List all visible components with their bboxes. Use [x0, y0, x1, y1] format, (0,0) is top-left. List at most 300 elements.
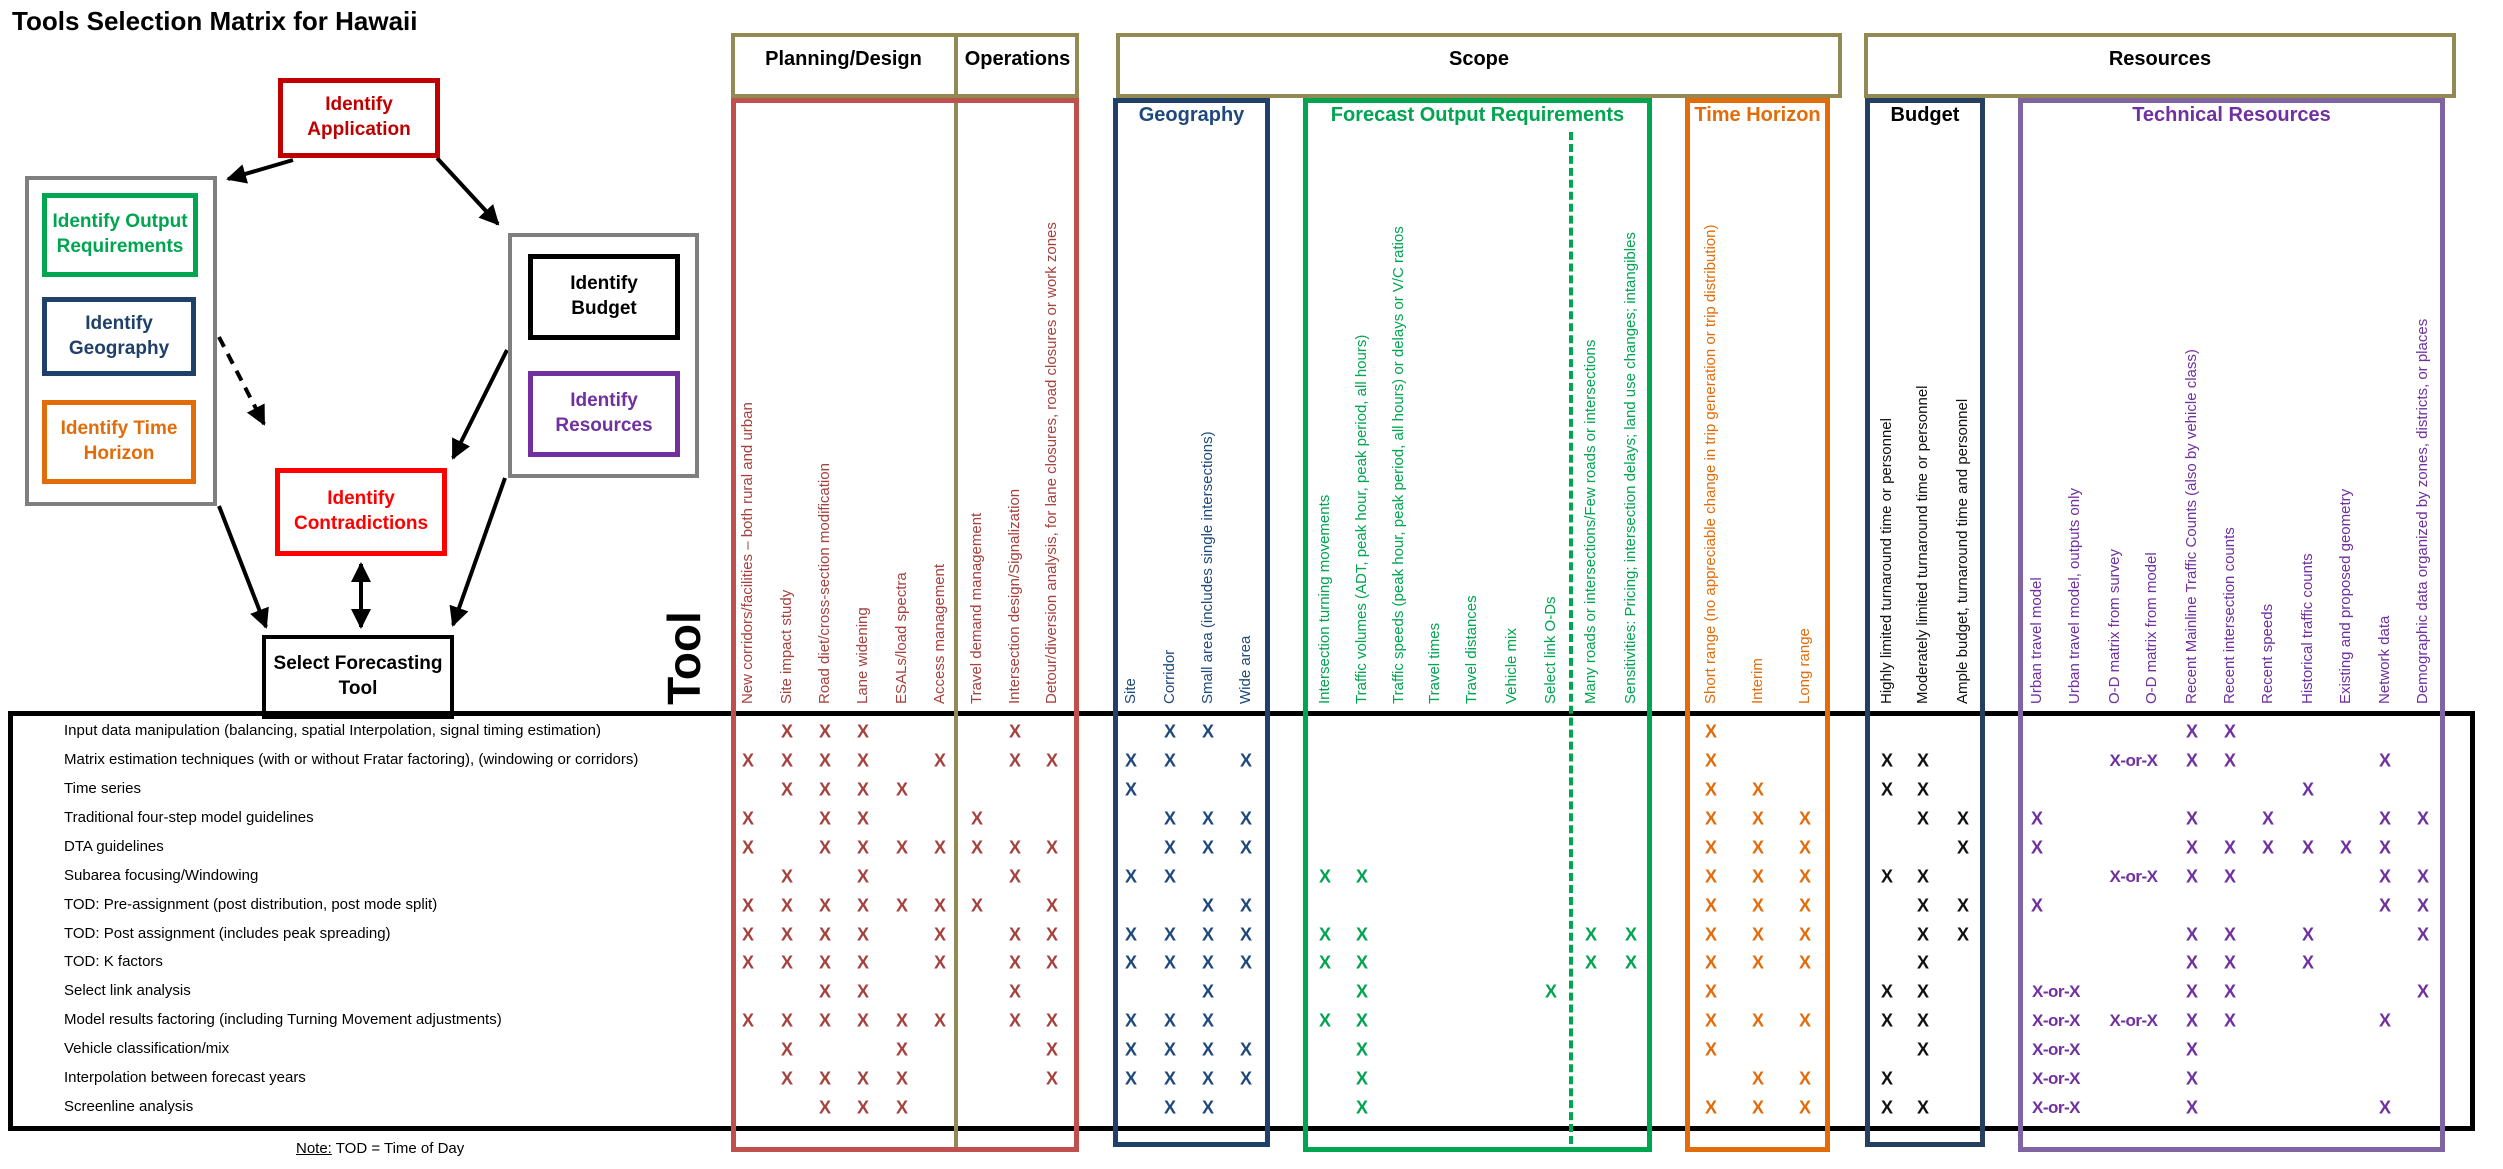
flowchart-node-identify-contradictions: Identify Contradictions	[275, 468, 447, 556]
matrix-mark: X	[1751, 808, 1765, 829]
matrix-mark: X	[2301, 837, 2315, 858]
matrix-mark: X	[818, 924, 832, 944]
matrix-mark: X	[1956, 837, 1970, 858]
matrix-mark: X	[1239, 808, 1253, 829]
matrix-mark: X	[895, 837, 909, 858]
matrix-mark: X	[1239, 895, 1253, 916]
column-label: O-D matrix from survey	[2106, 548, 2123, 704]
matrix-mark: X	[895, 1010, 909, 1031]
matrix-mark: X	[856, 952, 870, 973]
matrix-mark: X	[1201, 1010, 1215, 1031]
matrix-mark: X	[1956, 924, 1970, 944]
matrix-mark: X	[1318, 924, 1332, 944]
column-label: Moderately limited turnaround time or personnel	[1914, 385, 1931, 704]
matrix-mark: X	[741, 952, 755, 973]
matrix-xor-mark: X-or-X	[2109, 866, 2158, 886]
row-label: Time series	[64, 779, 141, 797]
matrix-mark: X	[2185, 981, 2199, 1002]
tool-axis-label-text: Tool	[657, 610, 710, 705]
matrix-mark: X	[895, 779, 909, 800]
matrix-mark: X	[970, 895, 984, 916]
matrix-mark: X	[1008, 837, 1022, 858]
matrix-mark: X	[1163, 1039, 1177, 1060]
matrix-mark: X	[1201, 721, 1215, 742]
header-scope: Scope	[1448, 48, 1510, 70]
matrix-mark: X	[1239, 1039, 1253, 1060]
matrix-mark: X	[1751, 837, 1765, 858]
matrix-mark: X	[970, 837, 984, 858]
matrix-mark: X	[856, 895, 870, 916]
matrix-mark: X	[1239, 750, 1253, 771]
matrix-mark: X	[1584, 924, 1598, 944]
column-label: Site impact study	[778, 589, 795, 704]
matrix-xor-mark: X-or-X	[2032, 1069, 2080, 1089]
matrix-mark: X	[1045, 952, 1059, 973]
matrix-mark: X	[1201, 1097, 1215, 1118]
matrix-mark: X	[818, 779, 832, 800]
matrix-mark: X	[2416, 981, 2430, 1002]
matrix-mark: X	[2339, 837, 2353, 858]
matrix-xor-mark: X-or-X	[2109, 1011, 2158, 1031]
matrix-mark: X	[818, 750, 832, 771]
matrix-mark: X	[780, 1068, 794, 1089]
matrix-mark: X	[1045, 837, 1059, 858]
matrix-mark: X	[1916, 750, 1930, 771]
matrix-mark: X	[1045, 1010, 1059, 1031]
matrix-xor-mark: X-or-X	[2032, 1040, 2080, 1060]
matrix-mark: X	[2185, 866, 2199, 887]
matrix-mark: X	[856, 866, 870, 887]
matrix-mark: X	[1355, 981, 1369, 1002]
row-label: Select link analysis	[64, 982, 191, 1000]
matrix-mark: X	[818, 1068, 832, 1089]
matrix-mark: X	[1916, 924, 1930, 944]
matrix-mark: X	[2416, 866, 2430, 887]
matrix-mark: X	[1239, 924, 1253, 944]
matrix-mark: X	[1751, 1010, 1765, 1031]
matrix-mark: X	[1880, 866, 1894, 887]
column-label: Ample budget, turnaround time and personnel	[1954, 398, 1971, 704]
matrix-mark: X	[1239, 1068, 1253, 1089]
matrix-mark: X	[1798, 895, 1812, 916]
matrix-mark: X	[1124, 1039, 1138, 1060]
column-label: New corridors/facilities – both rural and urban	[739, 402, 756, 704]
matrix-mark: X	[1124, 779, 1138, 800]
matrix-mark: X	[1751, 1097, 1765, 1118]
matrix-mark: X	[1318, 866, 1332, 887]
matrix-mark: X	[1880, 1010, 1894, 1031]
matrix-mark: X	[818, 1010, 832, 1031]
matrix-mark: X	[2223, 1010, 2237, 1031]
column-label: Travel times	[1426, 622, 1443, 704]
column-label: Recent intersection counts	[2221, 527, 2238, 704]
flowchart-node-identify-output-requirements: Identify Output Requirements	[42, 193, 198, 277]
flowchart-node-identify-resources: Identify Resources	[528, 371, 680, 457]
column-label: Interim	[1749, 658, 1766, 704]
matrix-mark: X	[1751, 924, 1765, 944]
matrix-mark: X	[1956, 808, 1970, 829]
header-budget: Budget	[1890, 104, 1960, 126]
matrix-mark: X	[1751, 1068, 1765, 1089]
matrix-mark: X	[818, 1097, 832, 1118]
matrix-mark: X	[1008, 866, 1022, 887]
matrix-mark: X	[2416, 924, 2430, 944]
matrix-mark: X	[856, 1010, 870, 1031]
column-label: Urban travel model	[2028, 577, 2045, 704]
matrix-mark: X	[895, 1039, 909, 1060]
matrix-mark: X	[856, 1068, 870, 1089]
matrix-mark: X	[856, 808, 870, 829]
matrix-mark: X	[856, 837, 870, 858]
matrix-mark: X	[780, 721, 794, 742]
matrix-mark: X	[1163, 837, 1177, 858]
row-label: TOD: Post assignment (includes peak spreading)	[64, 924, 391, 942]
matrix-mark: X	[1201, 1039, 1215, 1060]
flowchart-node-identify-budget: Identify Budget	[528, 254, 680, 340]
matrix-mark: X	[1704, 981, 1718, 1002]
matrix-mark: X	[741, 808, 755, 829]
matrix-mark: X	[2261, 808, 2275, 829]
matrix-mark: X	[2378, 1097, 2392, 1118]
matrix-mark: X	[1355, 1097, 1369, 1118]
matrix-mark: X	[818, 895, 832, 916]
forecast-dashed-divider	[1569, 132, 1573, 1144]
matrix-mark: X	[1239, 952, 1253, 973]
row-label: Matrix estimation techniques (with or without Fratar factoring), (windowing or corridors)	[64, 750, 639, 768]
matrix-mark: X	[1704, 895, 1718, 916]
matrix-xor-mark: X-or-X	[2032, 1011, 2080, 1031]
matrix-mark: X	[1355, 924, 1369, 944]
matrix-mark: X	[1798, 808, 1812, 829]
matrix-mark: X	[1880, 779, 1894, 800]
column-label: Urban travel model, outputs only	[2066, 488, 2083, 704]
matrix-mark: X	[933, 952, 947, 973]
matrix-mark: X	[2185, 952, 2199, 973]
matrix-mark: X	[1201, 808, 1215, 829]
header-time-horizon: Time Horizon	[1694, 104, 1821, 126]
matrix-mark: X	[1045, 1068, 1059, 1089]
matrix-mark: X	[1704, 837, 1718, 858]
flowchart-node-identify-time-horizon: Identify Time Horizon	[42, 400, 196, 484]
column-label: Sensitivities: Pricing; intersection delays; land use changes; intangibles	[1622, 232, 1639, 704]
page-title: Tools Selection Matrix for Hawaii	[12, 6, 418, 36]
matrix-mark: X	[2030, 895, 2044, 916]
column-label: Many roads or intersections/Few roads or intersections	[1582, 339, 1599, 704]
matrix-mark: X	[1045, 1039, 1059, 1060]
matrix-mark: X	[1798, 1010, 1812, 1031]
row-label: Screenline analysis	[64, 1098, 194, 1116]
matrix-mark: X	[1704, 952, 1718, 973]
matrix-mark: X	[1916, 895, 1930, 916]
matrix-mark: X	[741, 750, 755, 771]
matrix-mark: X	[2185, 837, 2199, 858]
matrix-mark: X	[1045, 750, 1059, 771]
matrix-mark: X	[1355, 1010, 1369, 1031]
matrix-mark: X	[2030, 808, 2044, 829]
column-label: Demographic data organized by zones, districts, or places	[2414, 318, 2431, 704]
matrix-mark: X	[780, 924, 794, 944]
matrix-mark: X	[970, 808, 984, 829]
matrix-mark: X	[1355, 1068, 1369, 1089]
matrix-mark: X	[1355, 866, 1369, 887]
matrix-mark: X	[1008, 924, 1022, 944]
matrix-mark: X	[1355, 952, 1369, 973]
column-label: Select link O-Ds	[1542, 596, 1559, 704]
matrix-mark: X	[1751, 779, 1765, 800]
matrix-mark: X	[1704, 808, 1718, 829]
row-label: TOD: Pre-assignment (post distribution, post mode split)	[64, 895, 438, 913]
matrix-mark: X	[933, 1010, 947, 1031]
matrix-mark: X	[1956, 895, 1970, 916]
matrix-mark: X	[933, 924, 947, 944]
header-forecast-output-requirements: Forecast Output Requirements	[1330, 104, 1625, 126]
header-technical-resources: Technical Resources	[2132, 104, 2331, 126]
matrix-mark: X	[2416, 808, 2430, 829]
column-label: Historical traffic counts	[2299, 553, 2316, 704]
matrix-mark: X	[856, 924, 870, 944]
matrix-mark: X	[1045, 924, 1059, 944]
matrix-mark: X	[2185, 1068, 2199, 1089]
arrow-application-to-left-group	[228, 160, 293, 179]
matrix-mark: X	[1124, 1010, 1138, 1031]
header-planning-design: Planning/Design	[765, 48, 922, 70]
matrix-mark: X	[780, 952, 794, 973]
matrix-mark: X	[2223, 952, 2237, 973]
matrix-xor-mark: X-or-X	[2032, 982, 2080, 1002]
column-label: Intersection design/Signalization	[1006, 488, 1023, 704]
matrix-mark: X	[2185, 1097, 2199, 1118]
header-resources: Resources	[2108, 48, 2212, 70]
matrix-mark: X	[1880, 750, 1894, 771]
matrix-mark: X	[780, 1039, 794, 1060]
arrow-dashed-left-to-contradictions	[219, 337, 264, 424]
matrix-xor-mark: X-or-X	[2032, 1098, 2080, 1118]
column-label: Detour/diversion analysis, for lane closures, road closures or work zones	[1043, 222, 1060, 704]
matrix-mark: X	[818, 837, 832, 858]
matrix-mark: X	[1201, 895, 1215, 916]
matrix-mark: X	[780, 1010, 794, 1031]
matrix-mark: X	[1201, 924, 1215, 944]
column-label: Short range (no appreciable change in trip generation or trip distribution)	[1702, 224, 1719, 704]
matrix-mark: X	[1355, 1039, 1369, 1060]
row-label: Vehicle classification/mix	[64, 1040, 230, 1058]
flowchart-node-select-forecasting-tool: Select Forecasting Tool	[262, 635, 454, 719]
matrix-mark: X	[741, 924, 755, 944]
matrix-mark: X	[1798, 837, 1812, 858]
matrix-mark: X	[2185, 750, 2199, 771]
matrix-mark: X	[1124, 924, 1138, 944]
matrix-mark: X	[1008, 721, 1022, 742]
matrix-xor-mark: X-or-X	[2109, 750, 2158, 770]
matrix-mark: X	[856, 1097, 870, 1118]
flowchart-node-identify-application: Identify Application	[278, 78, 440, 158]
column-label: O-D matrix from model	[2143, 552, 2160, 704]
matrix-mark: X	[1124, 1068, 1138, 1089]
matrix-mark: X	[1239, 837, 1253, 858]
arrow-right-group-to-select	[453, 478, 505, 625]
matrix-mark: X	[2185, 924, 2199, 944]
column-label: Intersection turning movements	[1316, 494, 1333, 704]
matrix-mark: X	[2301, 779, 2315, 800]
matrix-mark: X	[1704, 1097, 1718, 1118]
matrix-mark: X	[1624, 924, 1638, 944]
column-label: Traffic volumes (ADT, peak hour, peak period, all hours)	[1353, 334, 1370, 704]
matrix-mark: X	[2301, 924, 2315, 944]
matrix-mark: X	[1916, 981, 1930, 1002]
matrix-mark: X	[1704, 1010, 1718, 1031]
matrix-mark: X	[933, 895, 947, 916]
header-geography: Geography	[1138, 104, 1245, 126]
matrix-mark: X	[1704, 721, 1718, 742]
matrix-mark: X	[1916, 779, 1930, 800]
matrix-mark: X	[933, 837, 947, 858]
matrix-mark: X	[2223, 866, 2237, 887]
matrix-mark: X	[2223, 924, 2237, 944]
matrix-mark: X	[895, 1097, 909, 1118]
matrix-mark: X	[895, 1068, 909, 1089]
column-label: Network data	[2376, 615, 2393, 704]
row-label: Subarea focusing/Windowing	[64, 866, 259, 884]
note	[296, 1140, 464, 1157]
matrix-mark: X	[1124, 952, 1138, 973]
arrow-left-group-to-select	[219, 506, 266, 627]
matrix-mark: X	[2185, 808, 2199, 829]
matrix-mark: X	[1163, 866, 1177, 887]
column-label: Small area (includes single intersections)	[1199, 431, 1216, 704]
matrix-mark: X	[1751, 952, 1765, 973]
matrix-mark: X	[741, 895, 755, 916]
matrix-mark: X	[1916, 808, 1930, 829]
matrix-mark: X	[1880, 1097, 1894, 1118]
row-label: Traditional four-step model guidelines	[64, 808, 314, 826]
column-label: Road diet/cross-section modification	[816, 463, 833, 704]
matrix-mark: X	[1798, 1068, 1812, 1089]
matrix-mark: X	[1751, 866, 1765, 887]
matrix-mark: X	[856, 721, 870, 742]
matrix-mark: X	[1798, 952, 1812, 973]
matrix-mark: X	[933, 750, 947, 771]
matrix-mark: X	[1624, 952, 1638, 973]
column-label: Recent Mainline Traffic Counts (also by vehicle class)	[2183, 349, 2200, 704]
matrix-mark: X	[2261, 837, 2275, 858]
matrix-mark: X	[818, 721, 832, 742]
column-label: Site	[1122, 678, 1139, 704]
matrix-mark: X	[1916, 1039, 1930, 1060]
matrix-mark: X	[2416, 895, 2430, 916]
matrix-mark: X	[1916, 952, 1930, 973]
matrix-mark: X	[818, 808, 832, 829]
matrix-mark: X	[2030, 837, 2044, 858]
arrow-application-to-right-group	[437, 158, 498, 224]
matrix-mark: X	[1201, 981, 1215, 1002]
row-label: DTA guidelines	[64, 837, 164, 855]
matrix-mark: X	[2378, 808, 2392, 829]
row-label: TOD: K factors	[64, 953, 163, 971]
matrix-mark: X	[2378, 837, 2392, 858]
matrix-mark: X	[1916, 866, 1930, 887]
column-label: Access management	[931, 563, 948, 704]
matrix-mark: X	[2185, 1010, 2199, 1031]
matrix-mark: X	[1318, 1010, 1332, 1031]
column-label: Lane widening	[854, 607, 871, 704]
matrix-mark: X	[1124, 866, 1138, 887]
matrix-mark: X	[1798, 866, 1812, 887]
matrix-mark: X	[2378, 866, 2392, 887]
matrix-mark: X	[1704, 1039, 1718, 1060]
matrix-mark: X	[780, 779, 794, 800]
matrix-mark: X	[2378, 750, 2392, 771]
matrix-mark: X	[2301, 952, 2315, 973]
note-label: Note:	[296, 1140, 332, 1157]
matrix-mark: X	[2223, 721, 2237, 742]
matrix-mark: X	[1163, 952, 1177, 973]
matrix-mark: X	[1704, 779, 1718, 800]
matrix-mark: X	[1201, 952, 1215, 973]
matrix-mark: X	[2378, 1010, 2392, 1031]
matrix-mark: X	[856, 779, 870, 800]
matrix-mark: X	[856, 750, 870, 771]
matrix-mark: X	[1163, 1010, 1177, 1031]
matrix-mark: X	[1798, 1097, 1812, 1118]
column-label: Travel distances	[1463, 595, 1480, 704]
column-label: Travel demand management	[968, 512, 985, 704]
matrix-mark: X	[1124, 750, 1138, 771]
matrix-mark: X	[1544, 981, 1558, 1002]
matrix-mark: X	[895, 895, 909, 916]
matrix-mark: X	[780, 750, 794, 771]
note-text: TOD = Time of Day	[335, 1140, 465, 1157]
matrix-mark: X	[1008, 952, 1022, 973]
matrix-mark: X	[1880, 1068, 1894, 1089]
matrix-mark: X	[1916, 1097, 1930, 1118]
matrix-mark: X	[1704, 924, 1718, 944]
matrix-mark: X	[1163, 808, 1177, 829]
matrix-mark: X	[1584, 952, 1598, 973]
matrix-mark: X	[1008, 750, 1022, 771]
matrix-mark: X	[2223, 981, 2237, 1002]
matrix-mark: X	[2223, 837, 2237, 858]
flowchart-node-identify-geography: Identify Geography	[42, 297, 196, 376]
matrix-mark: X	[1916, 1010, 1930, 1031]
column-label: Wide area	[1237, 635, 1254, 704]
column-label: Recent speeds	[2259, 603, 2276, 704]
matrix-mark: X	[1163, 1097, 1177, 1118]
column-label: Highly limited turnaround time or personnel	[1878, 418, 1895, 704]
matrix-mark: X	[2378, 895, 2392, 916]
matrix-mark: X	[2185, 721, 2199, 742]
matrix-mark: X	[741, 1010, 755, 1031]
arrow-right-to-contradictions	[453, 350, 507, 458]
matrix-mark: X	[1704, 866, 1718, 887]
column-label: Existing and proposed geometry	[2337, 488, 2354, 704]
matrix-mark: X	[1163, 721, 1177, 742]
matrix-mark: X	[741, 837, 755, 858]
row-label: Interpolation between forecast years	[64, 1069, 306, 1087]
matrix-mark: X	[1008, 1010, 1022, 1031]
column-label: ESALs/load spectra	[893, 572, 910, 704]
matrix-mark: X	[1201, 837, 1215, 858]
column-label: Traffic speeds (peak hour, peak period, all hours) or delays or V/C ratios	[1390, 226, 1407, 704]
tool-axis-label	[634, 600, 734, 715]
matrix-mark: X	[1163, 924, 1177, 944]
row-label: Input data manipulation (balancing, spatial Interpolation, signal timing estimation)	[64, 722, 601, 739]
column-label: Long range	[1796, 628, 1813, 704]
matrix-mark: X	[1163, 1068, 1177, 1089]
matrix-mark: X	[780, 866, 794, 887]
matrix-mark: X	[780, 895, 794, 916]
header-operations: Operations	[964, 48, 1071, 70]
matrix-mark: X	[818, 981, 832, 1002]
